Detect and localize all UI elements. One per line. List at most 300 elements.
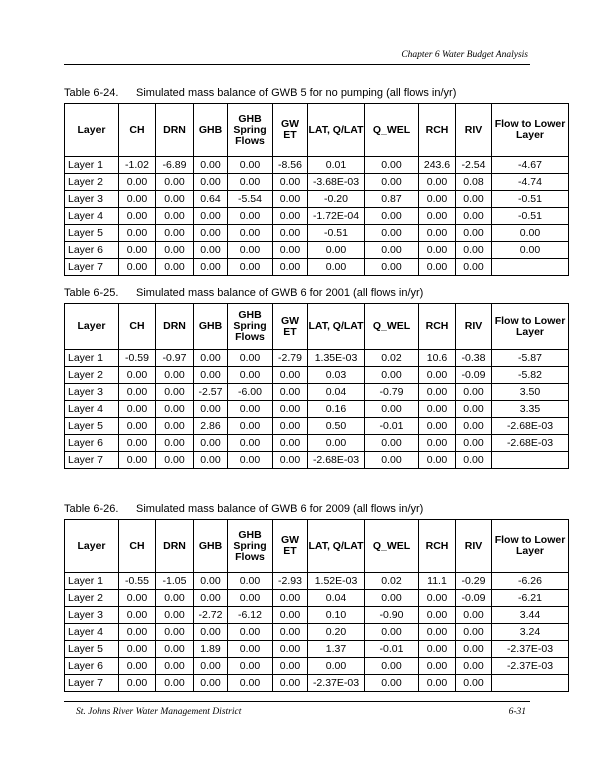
table-cell: 0.00 [156, 435, 194, 452]
table-title: Simulated mass balance of GWB 6 for 2009 (all flows in/yr) [136, 503, 424, 515]
table-cell: 0.00 [273, 174, 308, 191]
table-cell: 0.00 [228, 675, 273, 692]
column-header: LAT, Q/LAT [308, 520, 365, 573]
table-cell: 0.00 [228, 401, 273, 418]
table-cell: -0.51 [492, 208, 569, 225]
table-cell: 0.00 [456, 641, 492, 658]
table-row [65, 452, 569, 469]
table-cell: 0.00 [456, 624, 492, 641]
table-cell: 0.03 [308, 367, 365, 384]
table-cell: -6.21 [492, 590, 569, 607]
table-cell: 0.00 [156, 191, 194, 208]
column-header: RCH [419, 104, 456, 157]
table-cell: 0.00 [228, 350, 273, 367]
table-cell: -2.57 [194, 384, 228, 401]
table-cell: 0.00 [156, 607, 194, 624]
table-cell: 0.00 [273, 259, 308, 276]
table-cell: 0.04 [308, 384, 365, 401]
table-cell: 0.00 [156, 418, 194, 435]
row-label: Layer 7 [65, 452, 119, 469]
table-cell: 0.00 [228, 259, 273, 276]
table-cell: 0.20 [308, 624, 365, 641]
table-cell: 0.00 [308, 435, 365, 452]
table-cell: 0.00 [119, 641, 156, 658]
table-cell: 0.00 [273, 401, 308, 418]
table-cell: -6.00 [228, 384, 273, 401]
row-label: Layer 5 [65, 641, 119, 658]
chapter-header: Chapter 6 Water Budget Analysis [401, 50, 528, 60]
table-cell: 0.00 [419, 401, 456, 418]
table-cell: -0.51 [492, 191, 569, 208]
table-cell: 0.00 [456, 191, 492, 208]
footer-organization: St. Johns River Water Management District [76, 707, 242, 717]
table-cell: -2.72 [194, 607, 228, 624]
table-cell: 0.00 [194, 675, 228, 692]
table-cell: 2.86 [194, 418, 228, 435]
table-cell: 0.00 [273, 384, 308, 401]
table-cell: 0.00 [119, 435, 156, 452]
row-label: Layer 4 [65, 208, 119, 225]
table-cell: 0.00 [365, 452, 419, 469]
table-cell: -0.20 [308, 191, 365, 208]
table-cell: -0.01 [365, 418, 419, 435]
table-cell: 0.00 [194, 242, 228, 259]
table-cell: 0.50 [308, 418, 365, 435]
column-header: GW ET [273, 104, 308, 157]
mass-balance-table [64, 303, 569, 469]
table-cell: 0.00 [365, 675, 419, 692]
table-cell: 0.00 [365, 157, 419, 174]
row-label: Layer 3 [65, 191, 119, 208]
mass-balance-table [64, 519, 569, 692]
column-header: Flow to Lower Layer [492, 104, 569, 157]
table-cell: -2.37E-03 [308, 675, 365, 692]
table-cell: 0.02 [365, 573, 419, 590]
table-cell: 0.00 [228, 418, 273, 435]
table-row [65, 590, 569, 607]
table-cell: 0.01 [308, 157, 365, 174]
table-cell: 0.00 [156, 225, 194, 242]
table-caption [64, 502, 569, 516]
table-row [65, 401, 569, 418]
table-cell: 0.00 [228, 641, 273, 658]
column-header: GHB Spring Flows [228, 520, 273, 573]
table-cell: 0.00 [365, 590, 419, 607]
table-number: Table 6-25. [64, 287, 119, 299]
table-cell: -0.55 [119, 573, 156, 590]
table-cell: 0.00 [456, 435, 492, 452]
table-row [65, 225, 569, 242]
mass-balance-table [64, 103, 569, 276]
column-header: Layer [65, 104, 119, 157]
table-cell: 0.00 [365, 435, 419, 452]
column-header: GHB [194, 520, 228, 573]
row-label: Layer 4 [65, 401, 119, 418]
table-cell: 0.00 [365, 624, 419, 641]
table-cell: -2.68E-03 [308, 452, 365, 469]
table-cell: 0.00 [194, 367, 228, 384]
column-header: DRN [156, 104, 194, 157]
table-cell: -0.51 [308, 225, 365, 242]
table-cell: 0.00 [419, 435, 456, 452]
table-title: Simulated mass balance of GWB 5 for no pumping (all flows in/yr) [136, 87, 457, 99]
table-cell: 0.00 [228, 174, 273, 191]
table-cell: 3.35 [492, 401, 569, 418]
table-cell: 11.1 [419, 573, 456, 590]
table-cell: -6.12 [228, 607, 273, 624]
column-header: Layer [65, 304, 119, 350]
table-cell: 0.00 [273, 191, 308, 208]
table-row [65, 384, 569, 401]
table-cell: 10.6 [419, 350, 456, 367]
table-cell: 0.00 [273, 658, 308, 675]
table-row [65, 191, 569, 208]
table-cell: -6.89 [156, 157, 194, 174]
table-cell: 0.00 [194, 590, 228, 607]
table-cell: 3.50 [492, 384, 569, 401]
table-cell: -1.72E-04 [308, 208, 365, 225]
table-row [65, 350, 569, 367]
table-cell: 0.00 [273, 641, 308, 658]
table-cell: -0.38 [456, 350, 492, 367]
table-cell: 0.00 [273, 624, 308, 641]
table-cell: 0.00 [228, 367, 273, 384]
header-rule [64, 64, 530, 65]
table-cell: 0.00 [228, 242, 273, 259]
table-cell: -0.01 [365, 641, 419, 658]
table-cell: 0.00 [194, 435, 228, 452]
table-block-6-24 [64, 86, 569, 276]
table-cell: 0.00 [273, 452, 308, 469]
table-row [65, 658, 569, 675]
table-cell: 0.00 [156, 242, 194, 259]
column-header: LAT, Q/LAT [308, 304, 365, 350]
table-cell: 0.00 [156, 624, 194, 641]
table-row [65, 641, 569, 658]
table-cell [492, 675, 569, 692]
table-cell: 0.00 [156, 384, 194, 401]
row-label: Layer 3 [65, 607, 119, 624]
table-cell: 0.00 [119, 174, 156, 191]
table-cell: -2.93 [273, 573, 308, 590]
footer-page-number: 6-31 [508, 707, 526, 717]
row-label: Layer 5 [65, 418, 119, 435]
table-cell: 0.00 [194, 573, 228, 590]
footer-rule [64, 701, 530, 702]
column-header: LAT, Q/LAT [308, 104, 365, 157]
table-row [65, 418, 569, 435]
table-cell: -0.09 [456, 367, 492, 384]
table-cell: 0.00 [419, 367, 456, 384]
table-cell: 0.00 [365, 658, 419, 675]
table-cell: -0.90 [365, 607, 419, 624]
table-row [65, 573, 569, 590]
table-cell: 0.00 [308, 658, 365, 675]
table-cell: 0.00 [456, 242, 492, 259]
table-cell: -4.74 [492, 174, 569, 191]
table-cell: 0.00 [308, 242, 365, 259]
column-header: RCH [419, 304, 456, 350]
table-cell: -2.54 [456, 157, 492, 174]
table-row [65, 157, 569, 174]
table-cell: 3.44 [492, 607, 569, 624]
table-cell: -1.02 [119, 157, 156, 174]
table-cell: 0.00 [273, 208, 308, 225]
table-cell: 0.00 [419, 675, 456, 692]
column-header: Q_WEL [365, 304, 419, 350]
table-cell: 1.89 [194, 641, 228, 658]
table-cell: 0.00 [492, 242, 569, 259]
table-cell: 0.00 [156, 641, 194, 658]
table-number: Table 6-24. [64, 87, 119, 99]
table-block-6-26 [64, 502, 569, 692]
table-cell: -1.05 [156, 573, 194, 590]
column-header: GHB Spring Flows [228, 104, 273, 157]
column-header: Layer [65, 520, 119, 573]
table-cell: 0.00 [119, 675, 156, 692]
table-cell: 0.00 [419, 641, 456, 658]
table-cell: 0.00 [365, 225, 419, 242]
table-cell: 0.00 [419, 242, 456, 259]
table-cell: 0.00 [228, 452, 273, 469]
row-label: Layer 1 [65, 573, 119, 590]
table-cell: 0.00 [228, 590, 273, 607]
table-cell: 0.00 [156, 658, 194, 675]
table-cell: 0.00 [456, 208, 492, 225]
row-label: Layer 4 [65, 624, 119, 641]
table-cell: 0.00 [194, 157, 228, 174]
table-cell: 0.00 [456, 384, 492, 401]
table-cell: -6.26 [492, 573, 569, 590]
table-cell: 0.00 [119, 367, 156, 384]
row-label: Layer 6 [65, 435, 119, 452]
table-cell: 0.00 [119, 401, 156, 418]
column-header: Flow to Lower Layer [492, 520, 569, 573]
row-label: Layer 1 [65, 350, 119, 367]
table-cell: 0.00 [419, 208, 456, 225]
table-cell: 0.00 [419, 452, 456, 469]
column-header: RIV [456, 520, 492, 573]
column-header: Q_WEL [365, 104, 419, 157]
row-label: Layer 6 [65, 658, 119, 675]
table-cell: 0.00 [119, 191, 156, 208]
table-cell: 0.87 [365, 191, 419, 208]
table-cell: 0.00 [365, 242, 419, 259]
table-cell: 0.00 [119, 624, 156, 641]
column-header: GW ET [273, 304, 308, 350]
table-cell: 0.00 [119, 225, 156, 242]
row-label: Layer 2 [65, 590, 119, 607]
table-cell: 0.00 [419, 607, 456, 624]
table-cell: 0.02 [365, 350, 419, 367]
table-cell: 0.00 [273, 590, 308, 607]
table-cell: 0.00 [228, 573, 273, 590]
table-caption [64, 86, 569, 100]
table-cell: 0.00 [156, 208, 194, 225]
table-cell: 3.24 [492, 624, 569, 641]
table-cell: 0.00 [119, 259, 156, 276]
table-cell: 0.00 [228, 435, 273, 452]
table-cell: -0.59 [119, 350, 156, 367]
table-cell: -2.37E-03 [492, 658, 569, 675]
table-row [65, 675, 569, 692]
table-cell: 0.00 [119, 590, 156, 607]
table-cell: 0.00 [419, 191, 456, 208]
table-cell: 0.00 [119, 418, 156, 435]
table-cell: 0.00 [119, 384, 156, 401]
table-cell: 0.00 [156, 401, 194, 418]
table-cell: 0.00 [156, 452, 194, 469]
table-cell: 0.00 [456, 607, 492, 624]
table-cell: -3.68E-03 [308, 174, 365, 191]
table-cell: 0.00 [194, 624, 228, 641]
column-header: DRN [156, 520, 194, 573]
table-cell: -8.56 [273, 157, 308, 174]
table-cell: 0.00 [156, 259, 194, 276]
table-cell: 0.00 [419, 624, 456, 641]
table-cell: 0.00 [419, 658, 456, 675]
table-cell: 0.00 [228, 624, 273, 641]
table-row [65, 367, 569, 384]
table-cell: 0.00 [492, 225, 569, 242]
column-header: CH [119, 104, 156, 157]
table-cell: 0.00 [119, 607, 156, 624]
table-cell: 0.00 [156, 590, 194, 607]
table-cell: -2.79 [273, 350, 308, 367]
table-cell: 0.00 [228, 225, 273, 242]
table-cell: 0.00 [119, 452, 156, 469]
table-cell: 0.00 [194, 401, 228, 418]
table-cell: 0.10 [308, 607, 365, 624]
table-cell: -5.82 [492, 367, 569, 384]
table-cell: 0.00 [119, 658, 156, 675]
column-header: GW ET [273, 520, 308, 573]
table-cell: 0.00 [419, 174, 456, 191]
table-cell: 0.00 [194, 658, 228, 675]
table-cell: 0.00 [456, 401, 492, 418]
table-cell: 0.00 [419, 384, 456, 401]
table-cell: 0.08 [456, 174, 492, 191]
column-header: CH [119, 304, 156, 350]
table-cell: 243.6 [419, 157, 456, 174]
row-label: Layer 5 [65, 225, 119, 242]
table-cell: 0.64 [194, 191, 228, 208]
table-row [65, 208, 569, 225]
table-cell: 0.00 [273, 435, 308, 452]
table-cell: 0.00 [194, 225, 228, 242]
row-label: Layer 3 [65, 384, 119, 401]
table-block-6-25 [64, 286, 569, 469]
table-cell: 0.00 [194, 208, 228, 225]
table-cell: 0.00 [194, 174, 228, 191]
table-row [65, 259, 569, 276]
table-cell: 1.37 [308, 641, 365, 658]
table-row [65, 607, 569, 624]
column-header: DRN [156, 304, 194, 350]
table-row [65, 435, 569, 452]
table-cell: 0.00 [273, 607, 308, 624]
table-cell: 0.00 [419, 259, 456, 276]
table-cell: 0.00 [273, 418, 308, 435]
table-number: Table 6-26. [64, 503, 119, 515]
table-cell: 0.00 [456, 225, 492, 242]
table-cell: 0.00 [156, 174, 194, 191]
table-cell: 1.52E-03 [308, 573, 365, 590]
row-label: Layer 6 [65, 242, 119, 259]
table-cell: 0.00 [456, 418, 492, 435]
table-cell: 0.00 [365, 367, 419, 384]
table-cell: 0.00 [228, 208, 273, 225]
table-cell: -2.68E-03 [492, 435, 569, 452]
table-cell: -5.87 [492, 350, 569, 367]
column-header: GHB [194, 104, 228, 157]
table-cell: 0.00 [119, 242, 156, 259]
column-header: RCH [419, 520, 456, 573]
table-cell: -2.68E-03 [492, 418, 569, 435]
column-header: Flow to Lower Layer [492, 304, 569, 350]
table-cell: 0.00 [273, 242, 308, 259]
table-cell: -5.54 [228, 191, 273, 208]
table-cell [492, 259, 569, 276]
table-cell: 1.35E-03 [308, 350, 365, 367]
table-cell: -4.67 [492, 157, 569, 174]
column-header: GHB Spring Flows [228, 304, 273, 350]
table-cell: 0.00 [365, 259, 419, 276]
column-header: RIV [456, 104, 492, 157]
table-cell: 0.00 [456, 658, 492, 675]
row-label: Layer 1 [65, 157, 119, 174]
table-cell: 0.00 [194, 350, 228, 367]
table-cell: 0.00 [194, 452, 228, 469]
table-cell: 0.00 [273, 367, 308, 384]
table-row [65, 174, 569, 191]
table-cell: -0.79 [365, 384, 419, 401]
table-cell: -0.29 [456, 573, 492, 590]
table-cell: 0.00 [228, 157, 273, 174]
table-cell: -0.97 [156, 350, 194, 367]
table-row [65, 242, 569, 259]
table-cell: 0.00 [456, 675, 492, 692]
table-cell: 0.00 [419, 418, 456, 435]
table-cell: 0.00 [419, 225, 456, 242]
table-cell: 0.00 [228, 658, 273, 675]
row-label: Layer 2 [65, 174, 119, 191]
table-title: Simulated mass balance of GWB 6 for 2001 (all flows in/yr) [136, 287, 424, 299]
table-cell: 0.00 [273, 675, 308, 692]
table-cell: 0.00 [308, 259, 365, 276]
table-cell: 0.00 [156, 367, 194, 384]
table-cell: 0.00 [156, 675, 194, 692]
row-label: Layer 2 [65, 367, 119, 384]
table-cell: 0.16 [308, 401, 365, 418]
table-cell: 0.00 [365, 401, 419, 418]
table-cell: 0.00 [273, 225, 308, 242]
table-cell: -0.09 [456, 590, 492, 607]
row-label: Layer 7 [65, 259, 119, 276]
column-header: CH [119, 520, 156, 573]
table-caption [64, 286, 569, 300]
table-cell [492, 452, 569, 469]
column-header: Q_WEL [365, 520, 419, 573]
table-cell: 0.00 [365, 208, 419, 225]
table-cell: 0.00 [119, 208, 156, 225]
table-cell: 0.00 [419, 590, 456, 607]
table-cell: 0.00 [456, 452, 492, 469]
column-header: RIV [456, 304, 492, 350]
table-cell: 0.00 [456, 259, 492, 276]
table-cell: 0.00 [365, 174, 419, 191]
row-label: Layer 7 [65, 675, 119, 692]
